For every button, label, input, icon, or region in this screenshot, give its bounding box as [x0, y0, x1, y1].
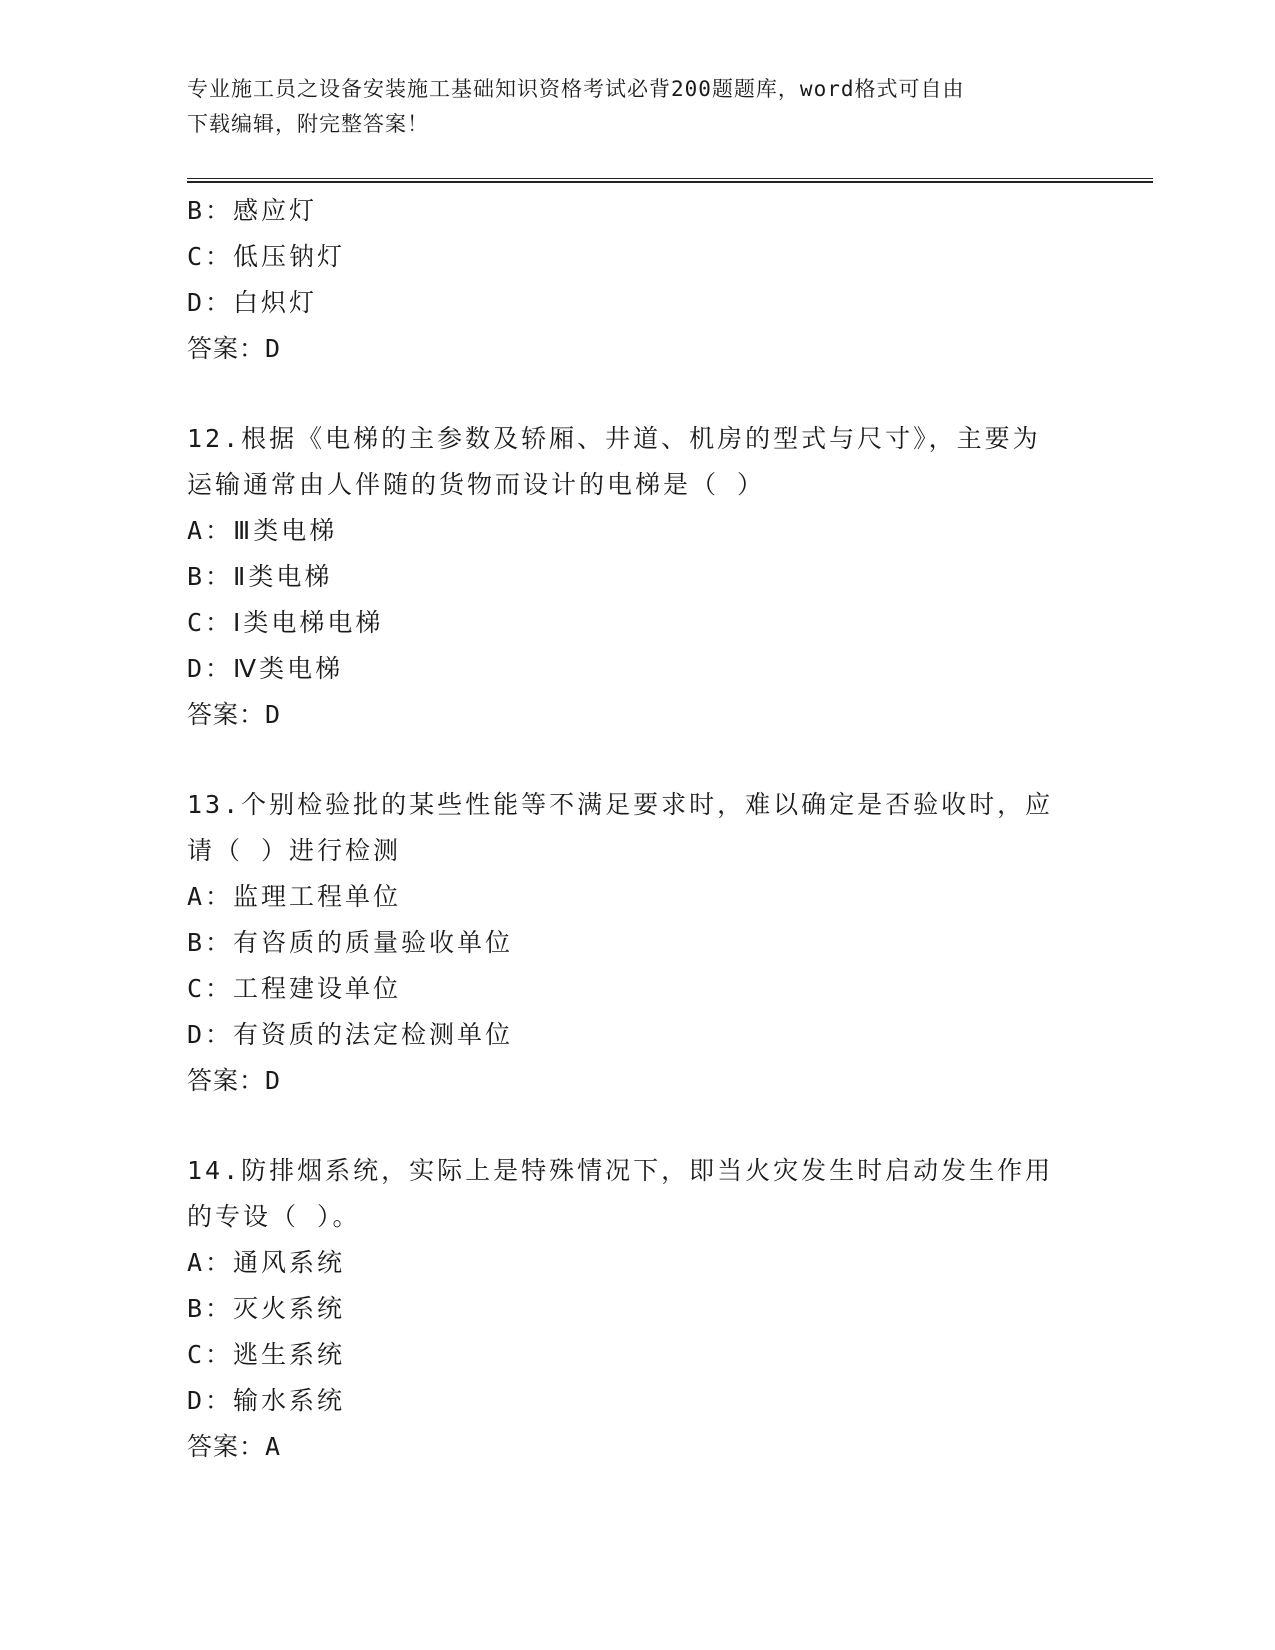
option-d: D：有资质的法定检测单位: [187, 1020, 514, 1049]
question-11: [187, 188, 1087, 372]
question-text-line-2: 请（ ）进行检测: [187, 836, 402, 865]
question-14: [187, 1148, 1087, 1470]
question-text-line-2: 的专设（ ）。: [187, 1202, 361, 1231]
header-divider: [187, 178, 1153, 183]
answer: 答案：D: [187, 334, 282, 363]
option-c: C：Ⅰ类电梯电梯: [187, 608, 384, 637]
option-a: A：通风系统: [187, 1248, 346, 1277]
header-line-2: 下载编辑，附完整答案！: [187, 112, 429, 136]
question-list: [187, 188, 1087, 1470]
option-d: D：输水系统: [187, 1386, 346, 1415]
option-c: C：工程建设单位: [187, 974, 402, 1003]
question-text-line-1: 13.个别检验批的某些性能等不满足要求时，难以确定是否验收时，应: [187, 790, 1054, 819]
option-c: C：低压钠灯: [187, 242, 346, 271]
option-a: A：Ⅲ类电梯: [187, 516, 338, 545]
option-d: D：白炽灯: [187, 288, 318, 317]
question-text-line-1: 12.根据《电梯的主参数及轿厢、井道、机房的型式与尺寸》，主要为: [187, 424, 1041, 453]
answer: 答案：A: [187, 1432, 282, 1461]
option-b: B：灭火系统: [187, 1294, 346, 1323]
option-b: B：Ⅱ类电梯: [187, 562, 333, 591]
option-b: B：有咨质的质量验收单位: [187, 928, 514, 957]
question-text-line-1: 14.防排烟系统，实际上是特殊情况下，即当火灾发生时启动发生作用: [187, 1156, 1054, 1185]
question-13: [187, 782, 1087, 1104]
header-line-1: 专业施工员之设备安装施工基础知识资格考试必背200题题库，word格式可自由: [187, 77, 965, 101]
answer: 答案：D: [187, 1066, 282, 1095]
question-12: [187, 416, 1087, 738]
question-text-line-2: 运输通常由人伴随的货物而设计的电梯是（ ）: [187, 470, 766, 499]
option-a: A：监理工程单位: [187, 882, 402, 911]
option-d: D：Ⅳ类电梯: [187, 654, 344, 683]
answer: 答案：D: [187, 700, 282, 729]
option-c: C：逃生系统: [187, 1340, 346, 1369]
document-header: [187, 72, 1087, 142]
option-b: B：感应灯: [187, 196, 318, 225]
